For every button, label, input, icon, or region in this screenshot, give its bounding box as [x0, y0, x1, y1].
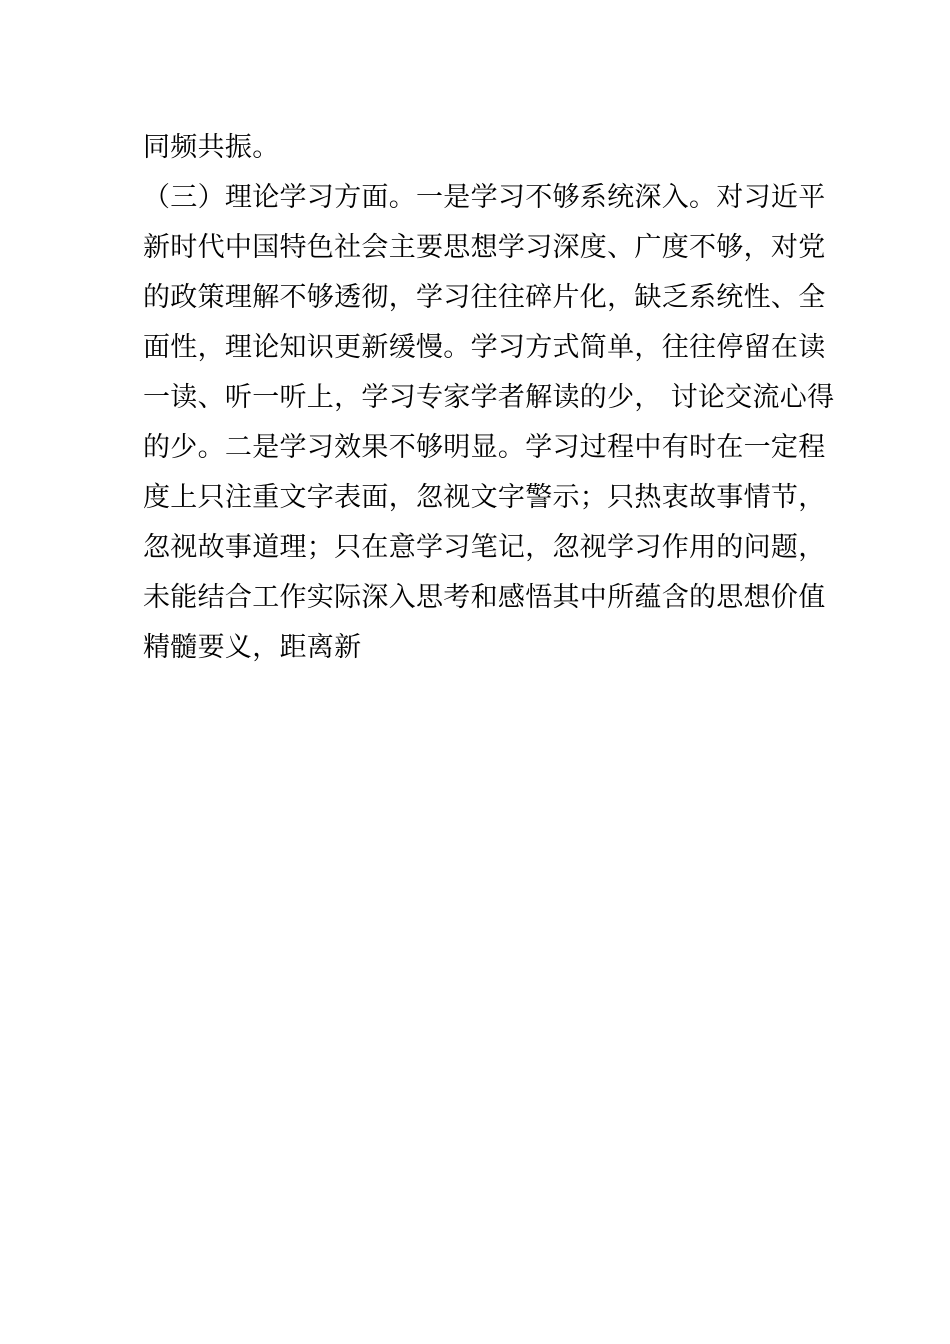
text-line: 精髓要义，距离新 [143, 632, 362, 663]
text-line: 一读、听一听上，学习专家学者解读的少， 讨论交流心得 [143, 382, 835, 413]
text-line: 同频共振。 [143, 132, 280, 163]
text-line: 的少。二是学习效果不够明显。学习过程中有时在一定程 [143, 432, 826, 463]
text-line: 度上只注重文字表面，忽视文字警示；只热衷故事情节， [143, 482, 826, 513]
text-line: 面性，理论知识更新缓慢。学习方式简单，往往停留在读 [143, 332, 826, 363]
text-line: 的政策理解不够透彻，学习往往碎片化，缺乏系统性、全 [143, 282, 826, 313]
text-line: （三）理论学习方面。一是学习不够系统深入。对习近平 [143, 182, 826, 213]
text-line: 忽视故事道理；只在意学习笔记，忽视学习作用的问题， [143, 532, 826, 563]
body-text [143, 123, 835, 673]
text-line: 新时代中国特色社会主要思想学习深度、广度不够，对党 [143, 232, 826, 263]
text-line: 未能结合工作实际深入思考和感悟其中所蕴含的思想价值 [143, 582, 826, 613]
